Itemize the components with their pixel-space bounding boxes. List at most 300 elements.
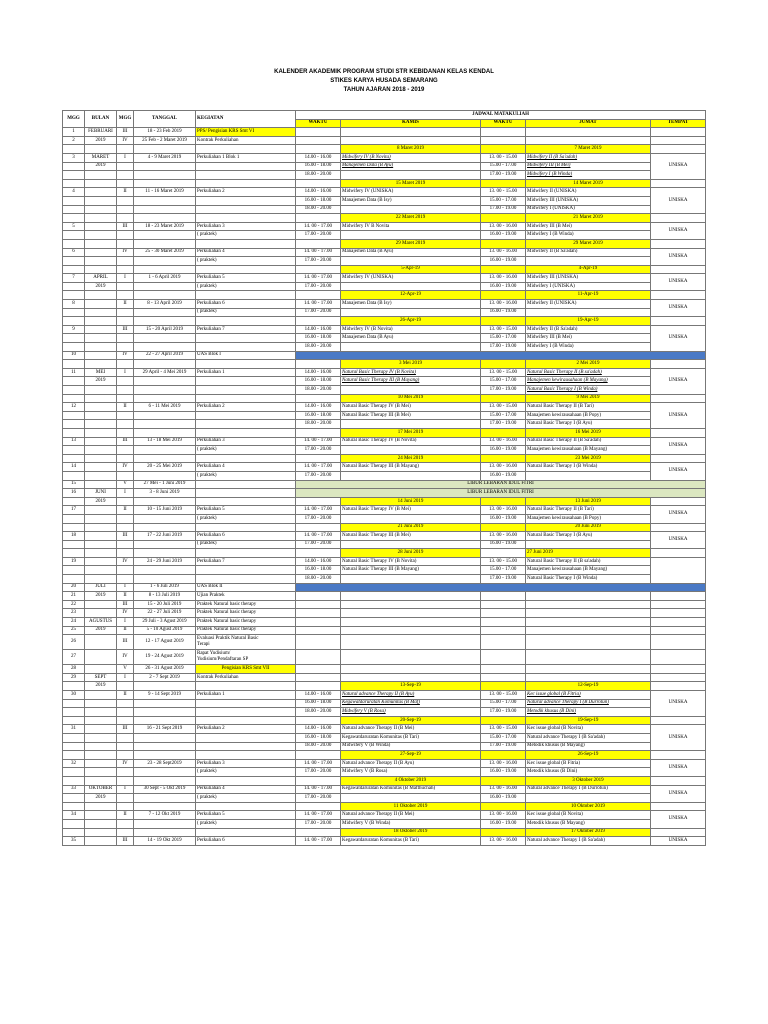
- thursday-time: 14. 00 - 17.00: [296, 222, 341, 231]
- place-cell: [651, 626, 706, 635]
- week-number: 10: [63, 351, 85, 360]
- col-tanggal: TANGGAL: [134, 111, 196, 128]
- week-number: [63, 540, 85, 549]
- thursday-time: 17.00 - 20.00: [296, 768, 341, 777]
- thursday-date: 3 Mei 2019: [341, 360, 481, 369]
- thursday-time: 16.00 - 18.00: [296, 699, 341, 708]
- month-cell: 2019: [85, 282, 117, 291]
- activity-cell: ( praktek): [196, 471, 296, 480]
- activity-cell: Perkuliahan 7: [196, 557, 296, 566]
- friday-date: 17 Oktober 2019: [526, 828, 651, 837]
- col-mgg: MGG: [63, 111, 85, 128]
- place-cell: UNISKA: [651, 222, 706, 239]
- activity-cell: [196, 635, 296, 650]
- activity-cell: [196, 214, 296, 223]
- table-row: [63, 437, 706, 446]
- month-cell: [85, 222, 117, 231]
- date-range: 18 - 23 Maret 2019: [134, 222, 196, 231]
- month-cell: [85, 708, 117, 717]
- activity-cell: ( praktek): [196, 257, 296, 266]
- table-row: [63, 403, 706, 412]
- week-number: [63, 751, 85, 760]
- date-range: 22 - 27 Juli 2019: [134, 609, 196, 618]
- friday-time: [481, 635, 526, 650]
- thursday-time: [296, 592, 341, 601]
- week-number: [63, 819, 85, 828]
- time-cell: [296, 497, 341, 506]
- place-cell: [651, 549, 706, 558]
- thursday-time: 18.00 - 20.00: [296, 343, 341, 352]
- friday-date: 20 Juni 2019: [526, 523, 651, 532]
- friday-course: Metodik khusus (B Dini): [526, 768, 651, 777]
- month-cell: 2019: [85, 377, 117, 386]
- date-range: 25 Feb - 2 Maret 2019: [134, 136, 196, 145]
- table-row: [63, 828, 706, 837]
- date-range: [134, 751, 196, 760]
- friday-course: Metodik khusus (B Mayang): [526, 819, 651, 828]
- month-cell: SEPT: [85, 673, 117, 682]
- friday-time: 15.00 - 17.00: [481, 699, 526, 708]
- table-row: [63, 742, 706, 751]
- month-week: [117, 196, 134, 205]
- week-number: [63, 420, 85, 429]
- month-week: IV: [117, 351, 134, 360]
- place-cell: [651, 145, 706, 154]
- table-row: [63, 751, 706, 760]
- friday-course: [526, 592, 651, 601]
- month-week: III: [117, 128, 134, 137]
- month-week: III: [117, 222, 134, 231]
- table-row: [63, 691, 706, 700]
- week-number: 9: [63, 325, 85, 334]
- month-cell: [85, 343, 117, 352]
- week-number: 25: [63, 626, 85, 635]
- place-cell: [651, 360, 706, 369]
- week-number: [63, 733, 85, 742]
- friday-time: 13. 00 - 16.00: [481, 222, 526, 231]
- friday-course: Manajemen kewirausahaan (B Mayang): [526, 377, 651, 386]
- activity-cell: [196, 428, 296, 437]
- week-number: 17: [63, 506, 85, 515]
- friday-course: Manajemen kewirausahaan (B Mayang): [526, 566, 651, 575]
- week-number: 4: [63, 188, 85, 197]
- friday-time: [481, 592, 526, 601]
- title-line-3: TAHUN AJARAN 2018 - 2019: [343, 87, 425, 93]
- friday-course: Midwifery I (B Winda): [526, 171, 651, 180]
- thursday-time: 16.00 - 18.00: [296, 334, 341, 343]
- friday-course: Natural Basic Therapy II (B sa'adah): [526, 557, 651, 566]
- date-range: [134, 214, 196, 223]
- friday-time: 13. 00 - 15.00: [481, 368, 526, 377]
- activity-cell: [196, 454, 296, 463]
- month-week: [117, 145, 134, 154]
- activity-cell: Perkuliahan 1: [196, 368, 296, 377]
- date-range: [134, 291, 196, 300]
- week-number: 28: [63, 665, 85, 674]
- friday-course: Manajemen kewirausahaan (B Popy): [526, 514, 651, 523]
- place-cell: UNISKA: [651, 325, 706, 351]
- thursday-time: 14.00 - 16.00: [296, 403, 341, 412]
- friday-time: 17.00 - 19.00: [481, 708, 526, 717]
- date-range: [134, 360, 196, 369]
- table-row: [63, 308, 706, 317]
- col-waktu-jumat: WAKTU: [481, 119, 526, 128]
- activity-cell: Perkuliahan 2: [196, 725, 296, 734]
- thursday-course: [341, 592, 481, 601]
- thursday-course: [341, 609, 481, 618]
- week-number: [63, 802, 85, 811]
- month-cell: [85, 811, 117, 820]
- month-cell: [85, 463, 117, 472]
- activity-cell: Perkuliahan 6: [196, 837, 296, 846]
- place-cell: [651, 317, 706, 326]
- friday-course: Midwifery I (UNISKA): [526, 282, 651, 291]
- place-cell: UNISKA: [651, 463, 706, 480]
- activity-cell: [196, 179, 296, 188]
- friday-course: Midwifery III (UNISKA): [526, 196, 651, 205]
- thursday-course: [341, 205, 481, 214]
- thursday-course: [341, 635, 481, 650]
- thursday-course: Manajemen Data (B Ayu): [341, 162, 481, 171]
- month-cell: 2019: [85, 626, 117, 635]
- date-range: 22 - 27 April 2019: [134, 351, 196, 360]
- table-row: [63, 463, 706, 472]
- month-cell: [85, 665, 117, 674]
- thursday-time: [296, 609, 341, 618]
- month-cell: [85, 828, 117, 837]
- activity-cell: [196, 386, 296, 395]
- date-range: [134, 394, 196, 403]
- friday-time: 13. 00 - 16.00: [481, 274, 526, 283]
- table-row: [63, 205, 706, 214]
- time-cell: [296, 549, 341, 558]
- date-range: [134, 282, 196, 291]
- date-range: [134, 446, 196, 455]
- activity-cell: Perkuliahan 2: [196, 188, 296, 197]
- table-row: [63, 618, 706, 627]
- week-number: [63, 523, 85, 532]
- col-tempat: TEMPAT: [651, 119, 706, 128]
- place-cell: UNISKA: [651, 437, 706, 454]
- place-cell: [651, 609, 706, 618]
- thursday-course: Natural advance Therapy II (B Mei): [341, 811, 481, 820]
- week-number: 33: [63, 785, 85, 794]
- friday-date: 12-Sep-19: [526, 682, 651, 691]
- week-number: [63, 794, 85, 803]
- table-row: [63, 394, 706, 403]
- month-cell: [85, 557, 117, 566]
- time-cell: [296, 291, 341, 300]
- col-bulan: BULAN: [85, 111, 117, 128]
- date-range: 17 - 22 Juni 2019: [134, 532, 196, 541]
- month-week: [117, 265, 134, 274]
- activity-cell: [196, 489, 296, 498]
- holiday-banner: LIBUR LEBARAN IDUL FITRI: [296, 480, 706, 489]
- week-number: [63, 411, 85, 420]
- month-cell: [85, 471, 117, 480]
- friday-time: 16.00 - 19.00: [481, 514, 526, 523]
- month-cell: [85, 394, 117, 403]
- month-week: [117, 205, 134, 214]
- thursday-course: [341, 665, 481, 674]
- week-number: 31: [63, 725, 85, 734]
- month-week: [117, 682, 134, 691]
- activity-cell: [196, 802, 296, 811]
- date-range: 20 - 25 Mei 2019: [134, 463, 196, 472]
- thursday-date: 8 Maret 2019: [341, 145, 481, 154]
- month-cell: [85, 239, 117, 248]
- thursday-time: 18.00 - 20.00: [296, 205, 341, 214]
- date-range: 5 - 10 Agust 2019: [134, 626, 196, 635]
- time-cell: [481, 428, 526, 437]
- thursday-course: [341, 600, 481, 609]
- week-number: [63, 514, 85, 523]
- table-row: [63, 282, 706, 291]
- friday-time: 16.00 - 19.00: [481, 819, 526, 828]
- week-number: [63, 682, 85, 691]
- place-cell: UNISKA: [651, 368, 706, 394]
- month-cell: [85, 819, 117, 828]
- friday-time: 13. 00 - 16.00: [481, 300, 526, 309]
- date-range: [134, 317, 196, 326]
- activity-cell: [196, 751, 296, 760]
- month-cell: [85, 837, 117, 846]
- thursday-time: [296, 136, 341, 145]
- thursday-course: Natural Basic Therapy IV (B Mei): [341, 506, 481, 515]
- month-cell: [85, 540, 117, 549]
- thursday-time: 14. 00 - 17.00: [296, 532, 341, 541]
- friday-time: 13. 00 - 15.00: [481, 725, 526, 734]
- date-range: 14 - 19 Okt 2019: [134, 837, 196, 846]
- month-week: III: [117, 725, 134, 734]
- activity-cell: [196, 497, 296, 506]
- month-cell: [85, 257, 117, 266]
- thursday-time: [296, 635, 341, 650]
- date-range: [134, 682, 196, 691]
- friday-course: [526, 609, 651, 618]
- activity-cell: Perkuliahan 6: [196, 532, 296, 541]
- place-cell: [651, 394, 706, 403]
- thursday-course: Kegawatdaruratan Komunitas (B Tari): [341, 837, 481, 846]
- friday-course: [526, 794, 651, 803]
- activity-cell: [196, 682, 296, 691]
- month-week: III: [117, 437, 134, 446]
- friday-course: [526, 600, 651, 609]
- month-week: [117, 428, 134, 437]
- activity-cell: ( praktek): [196, 540, 296, 549]
- month-cell: [85, 428, 117, 437]
- holiday-banner: LIBUR LEBARAN IDUL FITRI: [296, 489, 706, 498]
- month-cell: JULI: [85, 583, 117, 592]
- time-cell: [296, 776, 341, 785]
- date-range: [134, 471, 196, 480]
- week-number: 29: [63, 673, 85, 682]
- date-range: [134, 497, 196, 506]
- thursday-course: [341, 673, 481, 682]
- month-cell: [85, 300, 117, 309]
- month-cell: MARET: [85, 153, 117, 162]
- table-row: [63, 454, 706, 463]
- activity-cell: Perkuliahan 4: [196, 248, 296, 257]
- thursday-course: Manajemen Data (B Ayu): [341, 248, 481, 257]
- week-number: 14: [63, 463, 85, 472]
- thursday-time: 14. 00 - 17.00: [296, 506, 341, 515]
- thursday-course: [341, 618, 481, 627]
- friday-course: [526, 540, 651, 549]
- month-week: [117, 171, 134, 180]
- month-week: [117, 716, 134, 725]
- week-number: [63, 214, 85, 223]
- friday-time: 13. 00 - 16.00: [481, 759, 526, 768]
- date-range: 12 - 17 Agust 2019: [134, 635, 196, 650]
- month-week: III: [117, 532, 134, 541]
- friday-time: [481, 650, 526, 665]
- thursday-time: 14.00 - 16.00: [296, 188, 341, 197]
- friday-course: Metodik khusus (B Mayang): [526, 742, 651, 751]
- month-week: [117, 394, 134, 403]
- activity-cell: Kontrak Perkuliahan: [196, 673, 296, 682]
- place-cell: UNISKA: [651, 725, 706, 751]
- month-cell: [85, 214, 117, 223]
- date-range: [134, 768, 196, 777]
- table-row: [63, 231, 706, 240]
- friday-time: 13. 00 - 16.00: [481, 506, 526, 515]
- table-row: [63, 239, 706, 248]
- activity-cell: [196, 377, 296, 386]
- week-number: [63, 162, 85, 171]
- week-number: [63, 257, 85, 266]
- month-cell: [85, 699, 117, 708]
- friday-date: 26-Sep-19: [526, 751, 651, 760]
- table-row: [63, 411, 706, 420]
- table-row: [63, 136, 706, 145]
- friday-time: [481, 600, 526, 609]
- friday-time: 15.00 - 17.00: [481, 411, 526, 420]
- thursday-time: [296, 600, 341, 609]
- month-cell: [85, 480, 117, 489]
- table-row: [63, 566, 706, 575]
- month-cell: [85, 145, 117, 154]
- table-row: [63, 650, 706, 665]
- month-week: IV: [117, 759, 134, 768]
- month-week: [117, 802, 134, 811]
- thursday-time: 16.00 - 18.00: [296, 411, 341, 420]
- week-number: 12: [63, 403, 85, 412]
- activity-cell: [196, 394, 296, 403]
- thursday-course: Midwifery V (B Rosa): [341, 708, 481, 717]
- table-row: [63, 592, 706, 601]
- week-number: [63, 282, 85, 291]
- col-waktu-kamis: WAKTU: [296, 119, 341, 128]
- friday-time: [481, 609, 526, 618]
- friday-course: Natural Basic Therapy I (B Winda): [526, 575, 651, 584]
- table-row: [63, 506, 706, 515]
- date-range: [134, 454, 196, 463]
- table-row: [63, 222, 706, 231]
- thursday-time: 18.00 - 20.00: [296, 742, 341, 751]
- thursday-course: [341, 471, 481, 480]
- activity-cell: ( praktek): [196, 308, 296, 317]
- month-cell: [85, 733, 117, 742]
- week-number: [63, 317, 85, 326]
- time-cell: [296, 360, 341, 369]
- thursday-time: 16.00 - 18.00: [296, 162, 341, 171]
- date-range: [134, 802, 196, 811]
- date-range: [134, 776, 196, 785]
- month-week: I: [117, 368, 134, 377]
- month-week: [117, 699, 134, 708]
- activity-cell: Perkuliahan 5: [196, 274, 296, 283]
- table-row: [63, 334, 706, 343]
- thursday-time: 14.00 - 16.00: [296, 691, 341, 700]
- time-cell: [296, 214, 341, 223]
- place-cell: [651, 776, 706, 785]
- table-row: [63, 699, 706, 708]
- table-row: [63, 583, 706, 592]
- table-row: [63, 351, 706, 360]
- week-number: [63, 566, 85, 575]
- week-number: [63, 776, 85, 785]
- thursday-time: 14. 00 - 17.00: [296, 274, 341, 283]
- month-week: [117, 214, 134, 223]
- table-row: [63, 575, 706, 584]
- friday-time: 15.00 - 17.00: [481, 196, 526, 205]
- date-range: 15 - 20 April 2019: [134, 325, 196, 334]
- time-cell: [296, 394, 341, 403]
- activity-cell: Perkuliahan 3: [196, 222, 296, 231]
- place-cell: [651, 635, 706, 650]
- week-number: 6: [63, 248, 85, 257]
- friday-date: 14 Maret 2019: [526, 179, 651, 188]
- month-week: [117, 708, 134, 717]
- month-week: [117, 179, 134, 188]
- friday-course: Midwifery II (B Sa'adah): [526, 325, 651, 334]
- thursday-time: 17.00 - 20.00: [296, 257, 341, 266]
- table-row: [63, 214, 706, 223]
- friday-time: 17.00 - 19.00: [481, 742, 526, 751]
- time-cell: [296, 239, 341, 248]
- thursday-course: [341, 540, 481, 549]
- date-range: [134, 386, 196, 395]
- thursday-time: 14. 00 - 17.00: [296, 811, 341, 820]
- month-week: I: [117, 583, 134, 592]
- month-cell: [85, 566, 117, 575]
- friday-course: Manajemen kewirausahaan (B Popy): [526, 411, 651, 420]
- month-week: [117, 471, 134, 480]
- date-range: 29 Juli - 3 Agust 2019: [134, 618, 196, 627]
- table-row: [63, 274, 706, 283]
- time-cell: [481, 239, 526, 248]
- week-number: 23: [63, 609, 85, 618]
- exam-banner: [296, 351, 706, 360]
- activity-cell: [196, 171, 296, 180]
- friday-date: 23 Mei 2019: [526, 454, 651, 463]
- friday-time: 13. 00 - 15.00: [481, 188, 526, 197]
- friday-time: 13. 00 - 16.00: [481, 837, 526, 846]
- month-cell: [85, 650, 117, 665]
- time-cell: [481, 751, 526, 760]
- thursday-course: Midwifery IV (UNISKA): [341, 188, 481, 197]
- friday-course: Kec issue global (B Novita): [526, 811, 651, 820]
- thursday-time: [296, 618, 341, 627]
- week-number: [63, 497, 85, 506]
- month-week: [117, 514, 134, 523]
- thursday-course: [341, 128, 481, 137]
- place-cell: [651, 497, 706, 506]
- friday-date: 13 Juni 2019: [526, 497, 651, 506]
- friday-course: [526, 626, 651, 635]
- thursday-date: 18 Oktober 2019: [341, 828, 481, 837]
